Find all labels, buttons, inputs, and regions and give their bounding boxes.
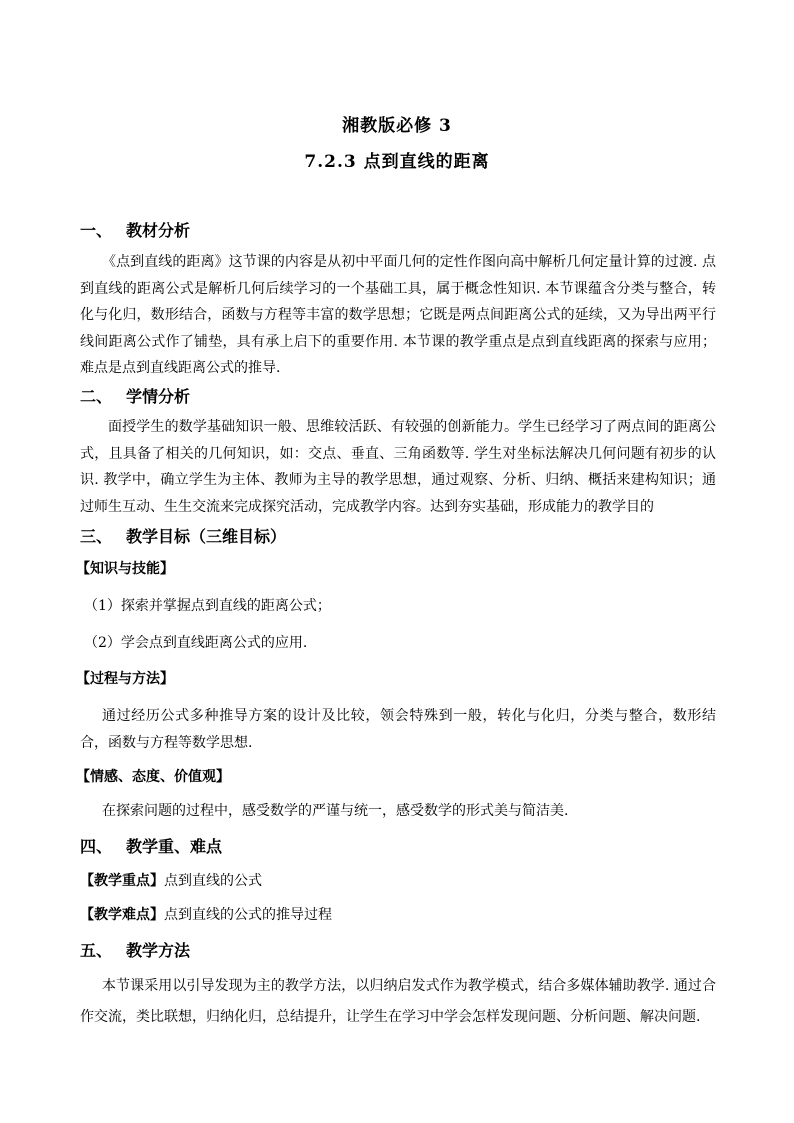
process-methods-paragraph: 通过经历公式多种推导方案的设计及比较，领会特殊到一般，转化与化归，分类与整合，数形结合，函数与方程等数学思想. [80,708,716,751]
process-methods-heading: 【过程与方法】 [76,671,174,687]
section-number: 三、 [80,527,113,546]
section-title: 教学重、难点 [126,837,223,856]
section-number: 一、 [80,221,113,240]
section-heading-1 [80,218,190,241]
section-number: 五、 [80,941,113,960]
document-title: 7.2.3 点到直线的距离 [304,152,490,172]
emotion-values-paragraph: 在探索问题的过程中，感受数学的严谨与统一，感受数学的形式美与简洁美. [102,803,569,819]
section-number: 二、 [80,387,113,406]
knowledge-item: （1）探索并掌握点到直线的距离公式； [84,598,331,614]
section-heading-4 [80,834,222,857]
teaching-key-label: 【教学重点】 [80,873,164,889]
section-5-paragraph: 本节课采用以引导发现为主的教学方法，以归纳启发式作为教学模式，结合多媒体辅助教学. 通过合作交流，类比联想，归纳化归，总结提升，让学生在学习中学会怎样发现问题、分析问题、解决问题. [80,978,716,1025]
section-title: 教学目标（三维目标） [126,527,287,546]
document-series-title: 湘教版必修 3 [342,116,452,136]
knowledge-item: （2）学会点到直线距离公式的应用. [84,635,308,651]
section-heading-2 [80,384,190,407]
section-title: 学情分析 [126,387,191,406]
section-2-paragraph: 面授学生的数学基础知识一般、思维较活跃、有较强的创新能力。学生已经学习了两点间的距离公式，且具备了相关的几何知识，如：交点、垂直、三角函数等. 学生对坐标法解决几何问题有初步的认识. 教学中，确立学生为主体、教师为主导的教学思想，通过观察、分析、归纳、概括来建构知识；通过师生互动、生生交流来完成探究活动，完成教学内容。达到夯实基础，形成能力的教学目的 [80,419,716,515]
emotion-values-heading: 【情感、态度、价值观】 [76,769,230,785]
teaching-difficulty [80,904,332,924]
section-heading-3 [80,524,286,547]
section-title: 教材分析 [126,221,191,240]
section-heading-5 [80,938,190,961]
teaching-difficulty-label: 【教学难点】 [80,907,164,923]
teaching-difficulty-text: 点到直线的公式的推导过程 [164,907,332,923]
teaching-key-point [80,870,262,890]
section-1-paragraph: 《点到直线的距离》这节课的内容是从初中平面几何的定性作图向高中解析几何定量计算的过渡. 点到直线的距离公式是解析几何后续学习的一个基础工具，属于概念性知识. 本节课蕴含分类与整合，转化与化归，数形结合，函数与方程等丰富的数学思想；它既是两点间距离公式的延续，又为导出两平行线间距离公式作了铺垫，具有承上启下的重要作用. 本节课的教学重点是点到直线距离的探索与应用；难点是点到直线距离公式的推导. [80,254,716,376]
knowledge-skills-heading: 【知识与技能】 [76,561,174,577]
teaching-key-text: 点到直线的公式 [164,873,262,889]
section-number: 四、 [80,837,113,856]
section-title: 教学方法 [126,941,191,960]
